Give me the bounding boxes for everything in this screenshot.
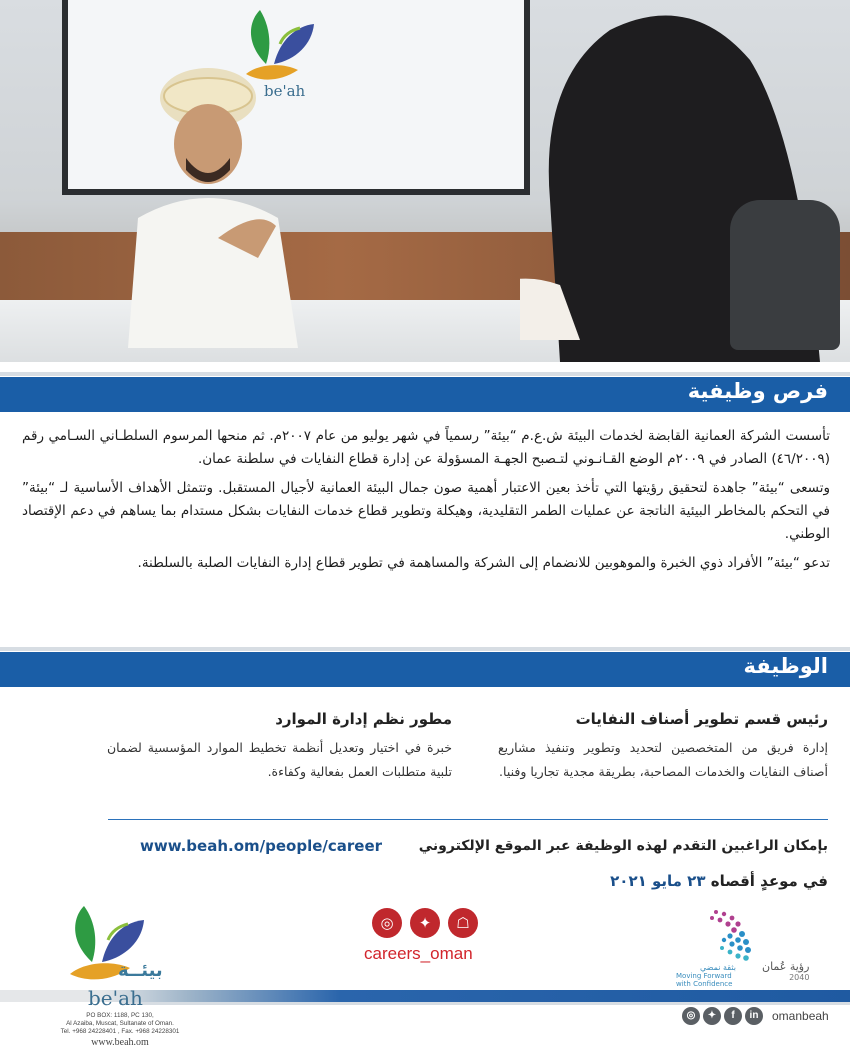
- job-description: إدارة فريق من المتخصصين لتحديد وتطوير وتنفيذ مشاريع أصناف النفايات والخدمات المصاحبة، بطريقة مجدية تجاريا وفنيا.: [498, 740, 828, 779]
- vision-year: 2040: [789, 973, 810, 982]
- linkedin-icon[interactable]: in: [745, 1007, 763, 1025]
- hero-photo: [0, 0, 850, 362]
- intro-paragraph-1: تأسست الشركة العمانية القابضة لخدمات البيئة ش.ع.م “بيئة” رسمياً في شهر يوليو من عام ٢٠٠٧م. ثم منحها المرسوم السلطـاني السـامي رقم (٤٦/٢٠٠٩) الصادر في ٢٠٠٩م الوضع القـانـوني لتـصبح الجهـة المسؤولة عن إدارة قطاع النفايات في سلطنة عمان.: [22, 428, 830, 467]
- deadline-label: في موعدٍ أقصاه: [710, 872, 828, 890]
- twitter-icon[interactable]: ✦: [410, 908, 440, 938]
- vision-tagline-ar: بثقة نمضي: [700, 963, 736, 972]
- deadline: [610, 872, 828, 890]
- section-bar-opportunities: [0, 377, 850, 412]
- footer-band-line: [120, 1002, 850, 1005]
- intro-text: [22, 425, 830, 581]
- job-card-erp: [107, 710, 452, 784]
- footer-handle[interactable]: omanbeah: [772, 1009, 829, 1023]
- apply-text: بإمكان الراغبين التقدم لهذه الوظيفة عبر الموقع الإلكتروني: [418, 838, 828, 854]
- twitter-icon[interactable]: ✦: [703, 1007, 721, 1025]
- bar-stripe-top: [0, 372, 850, 376]
- office-chair: [730, 200, 840, 350]
- man-figure: [108, 58, 318, 348]
- career-link[interactable]: www.beah.om/people/career: [140, 837, 383, 855]
- company-address: [40, 1012, 200, 1036]
- section-bar-job: [0, 652, 850, 687]
- intro-paragraph-2: وتسعى “بيئة” جاهدة لتحقيق رؤيتها التي تأخذ بعين الاعتبار أهمية صون جمال البيئة العمانية لأجيال المستقبل. وتتمثل الأهداف الأساسية لـ “بيئة” في التحكم بالمخاطر البيئية الناتجة عن عمليات الطمر التقليدية، وهيكلة وتطوير قطاع خدمات النفايات بشكل مستدام بما يساهم في دعم الإقتصاد الوطني.: [22, 480, 830, 542]
- section-title-opportunities: فرص وظيفية: [687, 379, 828, 403]
- brand-name-ar: بيئــة: [118, 960, 163, 981]
- address-line: PO BOX: 1188, PC 130,: [86, 1012, 154, 1019]
- divider-line: [108, 819, 828, 820]
- beah-logo: [62, 904, 158, 996]
- screen-logo-text: be'ah: [264, 82, 306, 100]
- address-line: Al Azaiba, Muscat, Sultanate of Oman.: [66, 1020, 174, 1027]
- vision-label: رؤية عُمان: [762, 960, 810, 973]
- intro-paragraph-3: تدعو “بيئة” الأفراد ذوي الخبرة والموهوبين للانضمام إلى الشركة والمساهمة في تطوير قطاع إدارة النفايات الصلبة بالسلطنة.: [137, 555, 830, 571]
- snapchat-icon[interactable]: ☖: [448, 908, 478, 938]
- vision-tagline: [676, 964, 736, 988]
- company-website[interactable]: www.beah.om: [91, 1037, 149, 1048]
- address-line: Tel. +968 24228401 , Fax. +968 24228301: [60, 1028, 180, 1035]
- deadline-date: ٢٣ مايو ٢٠٢١: [610, 872, 706, 890]
- job-description: خبرة في اختيار وتعديل أنظمة تخطيط الموارد المؤسسية لضمان تلبية متطلبات العمل بفعالية وكفاءة.: [107, 740, 452, 779]
- instagram-icon[interactable]: ◎: [682, 1007, 700, 1025]
- bar-stripe-mid: [0, 647, 850, 651]
- job-title: رئيس قسم تطوير أصناف النفايات: [575, 710, 828, 728]
- facebook-icon[interactable]: f: [724, 1007, 742, 1025]
- brand-name-en: be'ah: [88, 986, 143, 1010]
- job-card-waste: [498, 710, 828, 784]
- job-title: مطور نظم إدارة الموارد: [275, 710, 452, 728]
- section-title-job: الوظيفة: [743, 654, 828, 678]
- vision-tagline-en: Moving Forward with Confidence: [676, 972, 733, 988]
- instagram-icon[interactable]: ◎: [372, 908, 402, 938]
- oman-vision-label: [762, 960, 809, 982]
- careers-handle[interactable]: careers_oman: [364, 944, 473, 963]
